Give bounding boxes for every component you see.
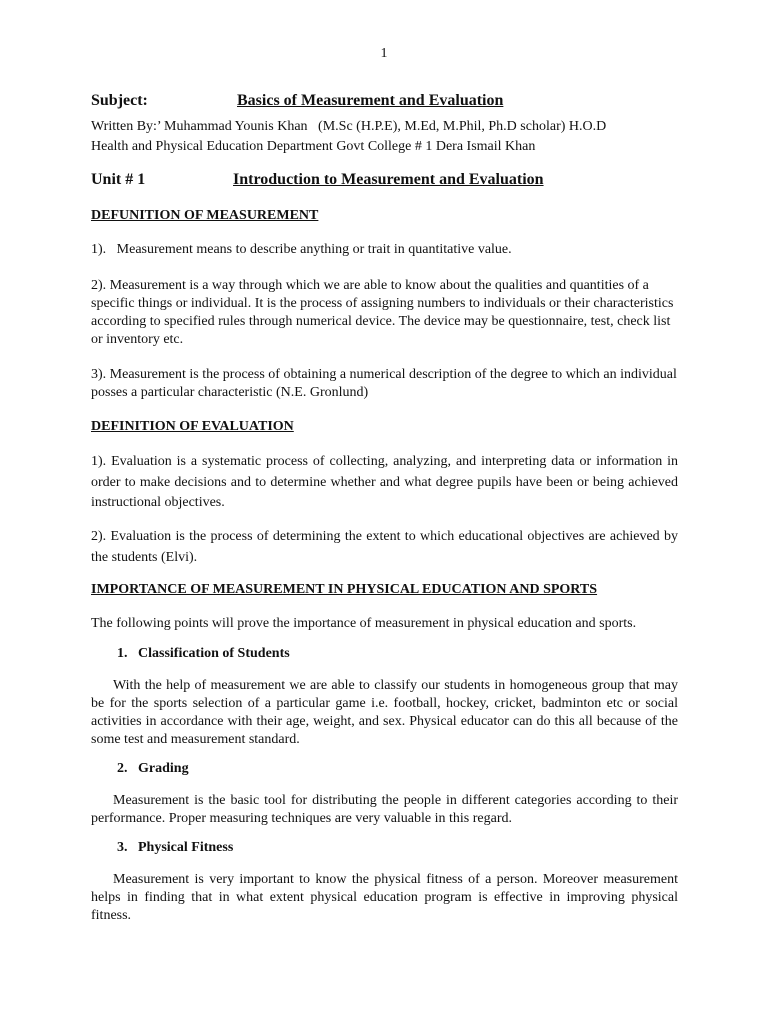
importance-heading: IMPORTANCE OF MEASUREMENT IN PHYSICAL EDUCATION AND SPORTS — [91, 582, 598, 597]
measurement-heading: DEFUNITION OF MEASUREMENT — [91, 208, 319, 223]
author-info — [91, 117, 691, 157]
page-number: 1 — [380, 46, 388, 61]
item-1-text: With the help of measurement we are able to classify our students in homogeneous group that may be for the sports selection of a particular game i.e. football, hockey, cricket, badminton etc or social activities in accordance with their age, weight, and sex. Physical educator can do this all because of the some test and measurement standard. — [91, 678, 678, 747]
evaluation-point-2: 2). Evaluation is the process of determining the extent to which educational objectives are achieved by the students (Elvi). — [91, 529, 678, 565]
author-line-2: Health and Physical Education Department Govt College # 1 Dera Ismail Khan — [91, 139, 536, 154]
item-2-title: 2. Grading — [117, 761, 189, 776]
item-3-title: 3. Physical Fitness — [117, 840, 234, 855]
subject-label: Subject: — [91, 92, 148, 109]
unit-label: Unit # 1 — [91, 171, 146, 188]
evaluation-heading: DEFINITION OF EVALUATION — [91, 419, 294, 434]
item-1-title: 1. Classification of Students — [117, 646, 290, 661]
measurement-point-1: 1). Measurement means to describe anything or trait in quantitative value. — [91, 242, 512, 257]
measurement-point-3: 3). Measurement is the process of obtaining a numerical description of the degree to which an individual posses a particular characteristic (N.E. Gronlund) — [91, 367, 677, 400]
subject-title: Basics of Measurement and Evaluation — [237, 92, 504, 109]
unit-title: Introduction to Measurement and Evaluation — [233, 171, 544, 188]
item-2-text: Measurement is the basic tool for distributing the people in different categories according to their performance. Proper measuring techniques are very valuable in this regard. — [91, 793, 678, 826]
evaluation-point-1: 1). Evaluation is a systematic process of collecting, analyzing, and interpreting data or information in order to make decisions and to determine whether and what degree pupils have been or being achieved instructional objectives. — [91, 454, 678, 510]
importance-intro: The following points will prove the importance of measurement in physical education and sports. — [91, 616, 637, 631]
measurement-point-2: 2). Measurement is a way through which we are able to know about the qualities and quantities of a specific things or individual. It is the process of assigning numbers to individuals or their characteristics according to specified rules through numerical device. The device may be questionnaire, test, check list or inventory etc. — [91, 278, 674, 347]
author-line-1: Written By:’ Muhammad Younis Khan (M.Sc (H.P.E), M.Ed, M.Phil, Ph.D scholar) H.O.D — [91, 119, 607, 134]
item-3-text: Measurement is very important to know the physical fitness of a person. Moreover measurement helps in finding that in what extent physical education program is effective in improving physical fitness. — [91, 872, 678, 923]
